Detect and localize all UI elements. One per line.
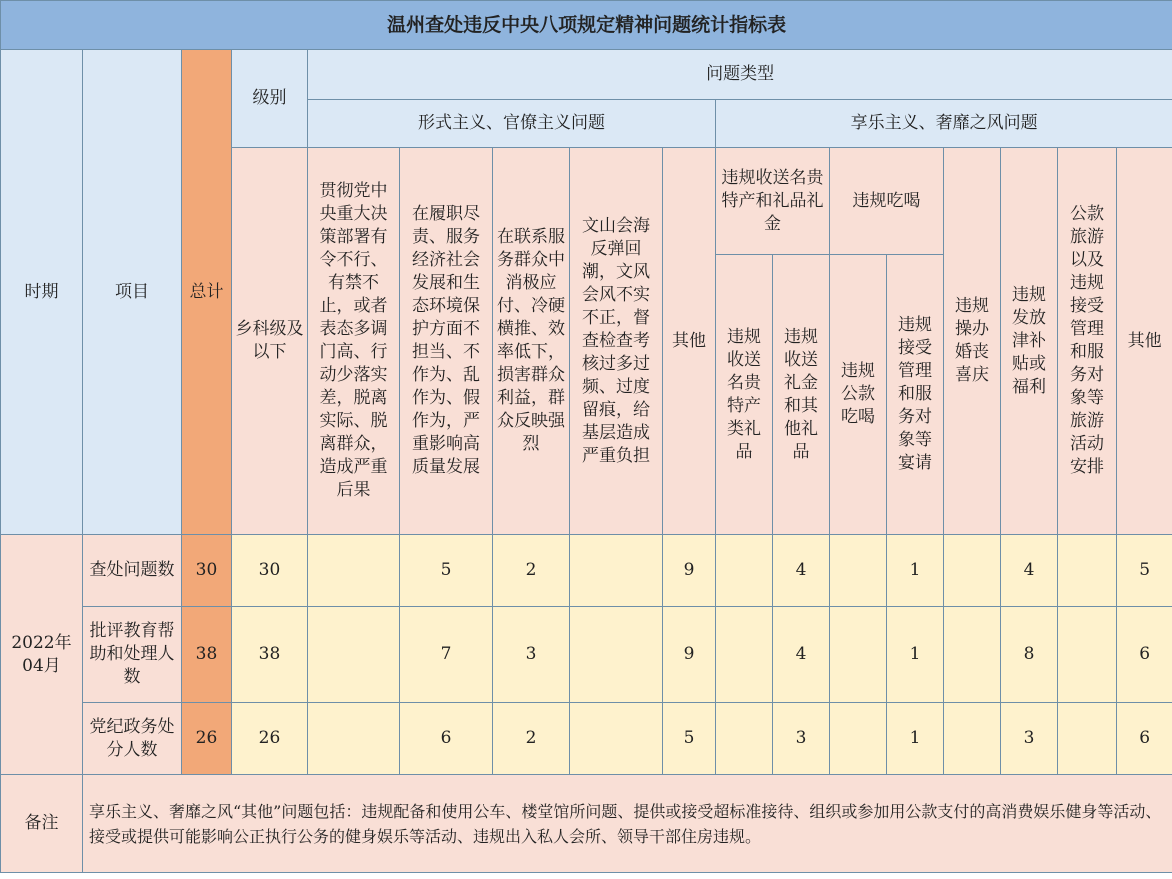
cell-other: 6 [1117,703,1172,775]
col-accept-banquet: 违规接受管理和服务对象等宴请 [887,255,944,535]
cell-f4 [570,607,663,703]
cell-g1 [716,703,773,775]
row-label: 查处问题数 [83,535,182,607]
header-period: 时期 [1,50,83,535]
table-title: 温州查处违反中央八项规定精神问题统计指标表 [1,1,1172,50]
cell-f2: 7 [400,607,493,703]
period-cell: 2022年04月 [1,535,83,775]
cell-weddings [944,607,1001,703]
note-label: 备注 [1,775,83,873]
cell-f1 [308,607,400,703]
cell-allowance: 3 [1001,703,1058,775]
cell-d1 [830,535,887,607]
cell-f5: 5 [663,703,716,775]
col-formalism-2: 在履职尽责、服务经济社会发展和生态环境保护方面不担当、不作为、乱作为、假作为，严重影响高质量发展 [400,148,493,535]
cell-travel [1058,703,1117,775]
cell-g2: 3 [773,703,830,775]
cell-d2: 1 [887,703,944,775]
cell-weddings [944,535,1001,607]
cell-g1 [716,535,773,607]
row-label: 批评教育帮助和处理人数 [83,607,182,703]
col-weddings: 违规操办婚丧喜庆 [944,148,1001,535]
cell-f2: 6 [400,703,493,775]
row-label: 党纪政务处分人数 [83,703,182,775]
col-formalism-1: 贯彻党中央重大决策部署有令不行、有禁不止，或者表态多调门高、行动少落实差，脱离实际、脱离群众，造成严重后果 [308,148,400,535]
col-gift-group: 违规收送名贵特产和礼品礼金 [716,148,830,255]
cell-travel [1058,535,1117,607]
cell-f1 [308,535,400,607]
cell-other: 6 [1117,607,1172,703]
col-public-dining: 违规公款吃喝 [830,255,887,535]
header-total: 总计 [182,50,232,535]
cell-f4 [570,535,663,607]
cell-level: 38 [232,607,308,703]
cell-g2: 4 [773,535,830,607]
cell-allowance: 4 [1001,535,1058,607]
header-level: 级别 [232,50,308,148]
col-formalism-3: 在联系服务群众中消极应付、冷硬横推、效率低下，损害群众利益，群众反映强烈 [493,148,570,535]
col-formalism-4: 文山会海反弹回潮，文风会风不实不正，督查检查考核过多过频、过度留痕，给基层造成严重负担 [570,148,663,535]
cell-d1 [830,703,887,775]
cell-f3: 2 [493,535,570,607]
col-gift-specialty: 违规收送名贵特产类礼品 [716,255,773,535]
cell-g1 [716,607,773,703]
col-formalism-other: 其他 [663,148,716,535]
cell-d2: 1 [887,535,944,607]
header-formalism-group: 形式主义、官僚主义问题 [308,100,716,148]
col-allowance: 违规发放津补贴或福利 [1001,148,1058,535]
cell-weddings [944,703,1001,775]
cell-allowance: 8 [1001,607,1058,703]
cell-g2: 4 [773,607,830,703]
header-item: 项目 [83,50,182,535]
cell-level: 26 [232,703,308,775]
col-travel: 公款旅游以及违规接受管理和服务对象等旅游活动安排 [1058,148,1117,535]
cell-d2: 1 [887,607,944,703]
col-dining-group: 违规吃喝 [830,148,944,255]
col-gift-money: 违规收送礼金和其他礼品 [773,255,830,535]
cell-other: 5 [1117,535,1172,607]
col-hedonism-other: 其他 [1117,148,1172,535]
cell-d1 [830,607,887,703]
level-value: 乡科级及以下 [232,148,308,535]
note-text: 享乐主义、奢靡之风“其他”问题包括：违规配备和使用公车、楼堂馆所问题、提供或接受超标准接待、组织或参加用公款支付的高消费娱乐健身等活动、接受或提供可能影响公正执行公务的健身娱乐等活动、违规出入私人会所、领导干部住房违规。 [83,775,1172,873]
cell-f3: 3 [493,607,570,703]
cell-f2: 5 [400,535,493,607]
header-problem-type: 问题类型 [308,50,1172,100]
row-total: 38 [182,607,232,703]
cell-travel [1058,607,1117,703]
cell-f5: 9 [663,535,716,607]
cell-f5: 9 [663,607,716,703]
cell-level: 30 [232,535,308,607]
header-hedonism-group: 享乐主义、奢靡之风问题 [716,100,1172,148]
cell-f4 [570,703,663,775]
row-total: 26 [182,703,232,775]
cell-f3: 2 [493,703,570,775]
cell-f1 [308,703,400,775]
row-total: 30 [182,535,232,607]
